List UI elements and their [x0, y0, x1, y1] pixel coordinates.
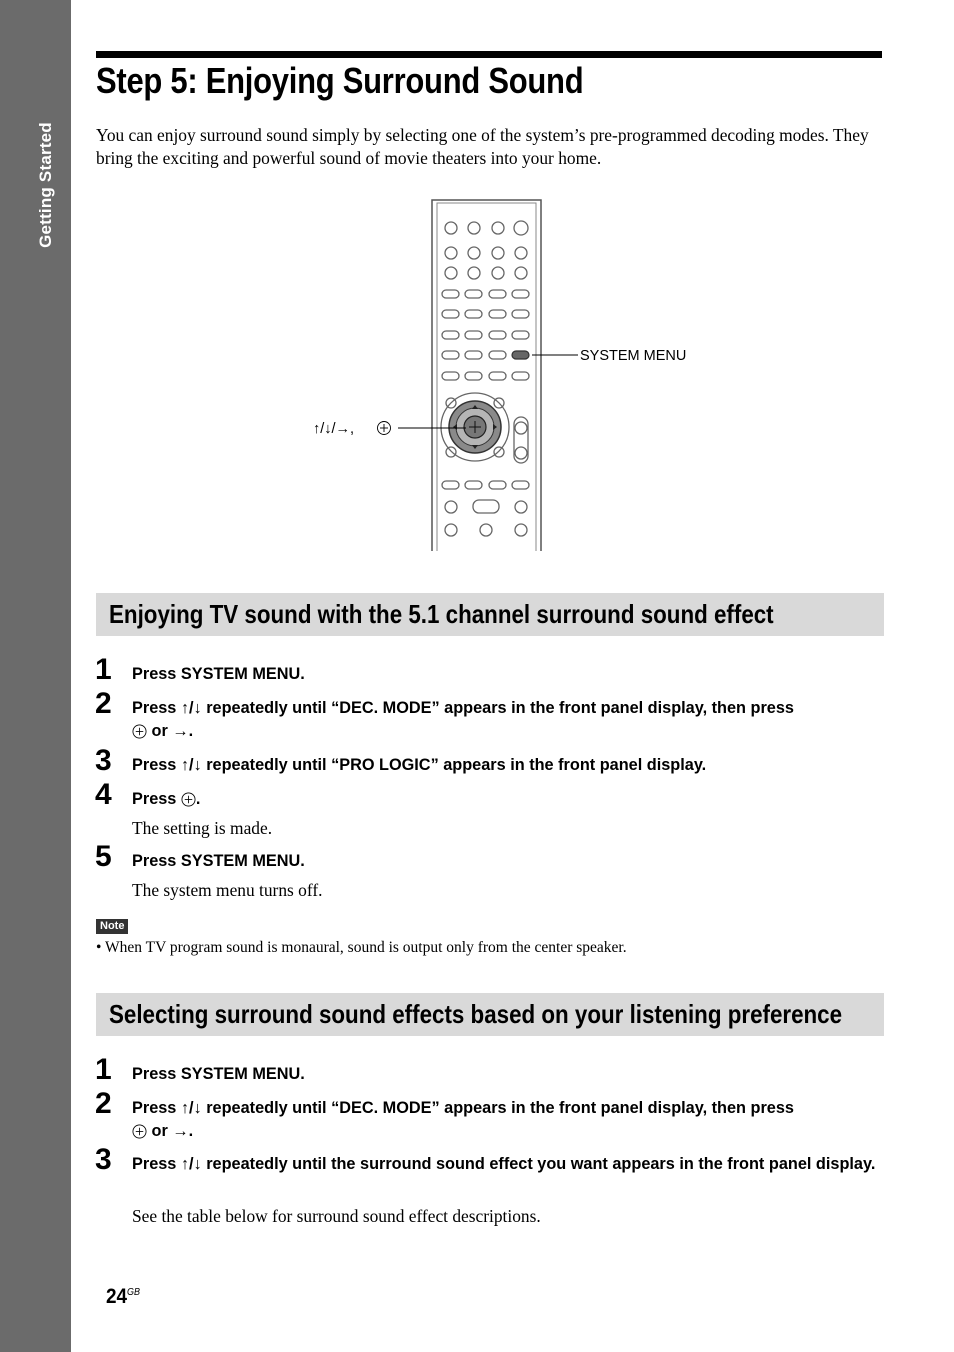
- step-number: 2: [95, 1087, 112, 1120]
- enter-icon: [132, 724, 147, 739]
- sidebar-tab: [0, 0, 71, 1352]
- step-text: Press ↑/↓ repeatedly until “PRO LOGIC” appears in the front panel display.: [132, 756, 707, 774]
- page-number: [106, 1285, 140, 1309]
- step-result: See the table below for surround sound effect descriptions.: [132, 1206, 541, 1226]
- page-number-suffix: GB: [127, 1287, 141, 1298]
- section-title: Selecting surround sound effects based on your listening preference: [109, 999, 843, 1029]
- remote-control-illustration: [300, 195, 720, 551]
- step-text-part: or →.: [151, 722, 194, 740]
- enter-icon: [181, 792, 196, 807]
- section-header-listening-preference: [96, 993, 884, 1036]
- enter-icon: [132, 1124, 147, 1139]
- callout-arrows: ↑/↓/→,: [313, 421, 355, 437]
- intro-paragraph: You can enjoy surround sound simply by selecting one of the system’s pre-programmed decoding modes. They bring the exciting and powerful sound of movie theaters into your home.: [96, 125, 869, 168]
- step-number: 1: [95, 653, 112, 686]
- step-text-part: Press: [132, 790, 177, 808]
- step-text: [132, 1097, 884, 1143]
- enter-icon: [378, 422, 391, 435]
- page-title: Step 5: Enjoying Surround Sound: [96, 60, 584, 101]
- step-number: 1: [95, 1053, 112, 1086]
- step-number: 2: [95, 687, 112, 720]
- step-text-part: or →.: [151, 1122, 194, 1140]
- step-text: [132, 697, 884, 743]
- step-text: Press SYSTEM MENU.: [132, 1065, 305, 1083]
- page-number-value: 24: [106, 1285, 128, 1308]
- callout-system-menu: SYSTEM MENU: [580, 348, 687, 364]
- step-number: 4: [95, 778, 112, 811]
- step-text-part: Press ↑/↓ repeatedly until “DEC. MODE” appears in the front panel display, then press: [132, 699, 794, 717]
- step-number: 3: [95, 1143, 112, 1176]
- note-badge: Note: [96, 919, 128, 934]
- step-number: 3: [95, 744, 112, 777]
- step-number: 5: [95, 840, 112, 873]
- step-text-part: Press ↑/↓ repeatedly until “DEC. MODE” appears in the front panel display, then press: [132, 1099, 794, 1117]
- step-text: Press SYSTEM MENU.: [132, 665, 305, 683]
- note-text: • When TV program sound is monaural, sound is output only from the center speaker.: [96, 939, 627, 956]
- section-title: Enjoying TV sound with the 5.1 channel surround sound effect: [109, 599, 774, 629]
- step-text: Press ↑/↓ repeatedly until the surround sound effect you want appears in the front panel display.: [132, 1155, 876, 1173]
- step-result: The setting is made.: [132, 818, 273, 838]
- section-header-tv-sound: [96, 593, 884, 636]
- step-text: Press SYSTEM MENU.: [132, 852, 305, 870]
- sidebar-label: Getting Started: [36, 122, 55, 248]
- title-rule: [96, 51, 882, 58]
- step-text-part: .: [195, 790, 201, 808]
- step-result: The system menu turns off.: [132, 880, 323, 900]
- remote-figure: [300, 195, 720, 551]
- step-text: [132, 788, 884, 811]
